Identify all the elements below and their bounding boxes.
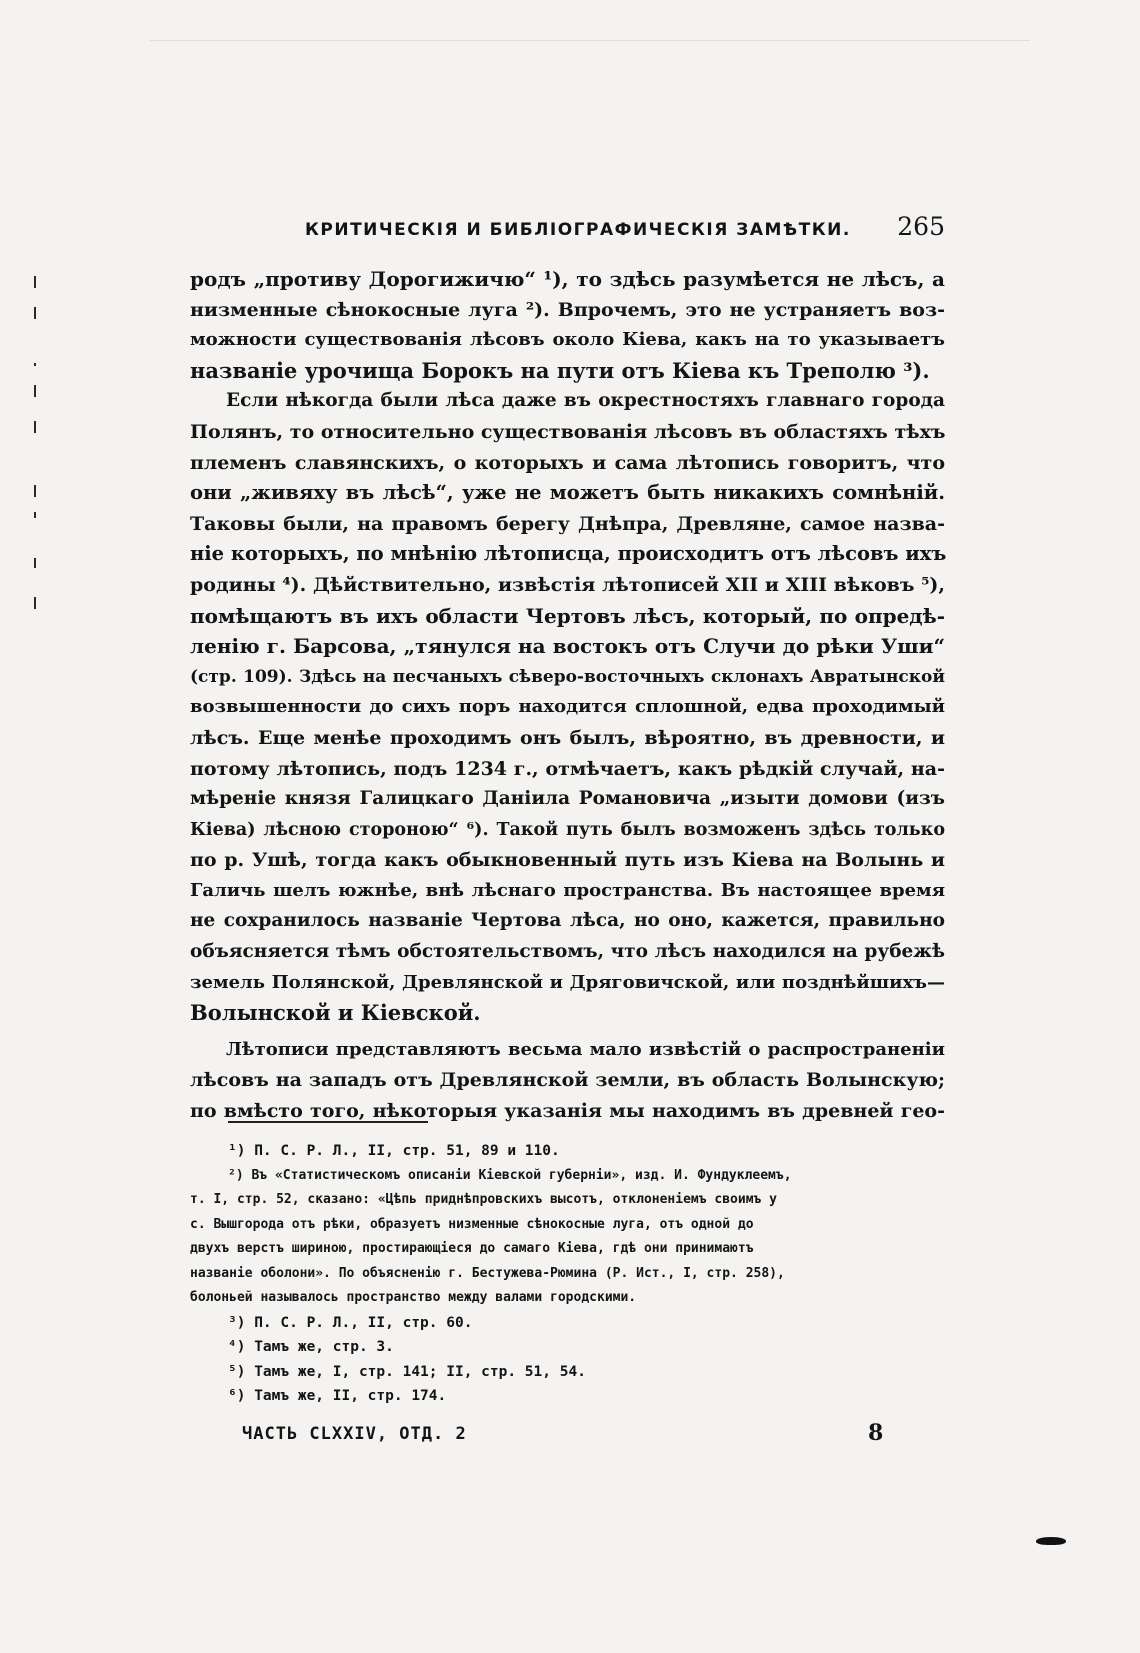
text-line: объясняется тѣмъ обстоятельствомъ, что лѣсъ находился на рубежѣ	[190, 941, 945, 963]
footnote-continuation: болоньей называлось пространство между валами городскими.	[190, 1290, 637, 1305]
text-line: по р. Ушѣ, тогда какъ обыкновенный путь изъ Кіева на Волынь и	[190, 849, 945, 872]
text-line: родъ „противу Дорогижичю“ ¹), то здѣсь разумѣется не лѣсъ, а	[190, 267, 945, 291]
footnote-continuation: с. Вышгорода отъ рѣки, образуетъ низменные сѣнокосные луга, отъ одной до	[190, 1216, 754, 1232]
text-line: не сохранилось названіе Чертова лѣса, но оно, кажется, правильно	[190, 910, 945, 932]
footnote-divider	[228, 1121, 428, 1123]
text-line: племенъ славянскихъ, о которыхъ и сама лѣтопись говоритъ, что	[190, 451, 945, 474]
margin-mark	[34, 512, 36, 518]
footnote-continuation: названіе оболони». По объясненію г. Бестужева-Рюмина (Р. Ист., I, стр. 258),	[190, 1265, 785, 1281]
text-line: потому лѣтопись, подъ 1234 г., отмѣчаетъ, какъ рѣдкій случай, на-	[190, 757, 945, 780]
margin-mark	[34, 276, 36, 288]
text-line: родины ⁴). Дѣйствительно, извѣстія лѣтописей XII и XIII вѣковъ ⁵),	[190, 573, 945, 596]
margin-mark	[34, 485, 36, 497]
text-line: Таковы были, на правомъ берегу Днѣпра, Древляне, самое назва-	[190, 512, 945, 535]
running-head: КРИТИЧЕСКІЯ И БИБЛІОГРАФИЧЕСКІЯ ЗАМѢТКИ.	[305, 220, 851, 240]
text-line: можности существованія лѣсовъ около Кіева, какъ на то указываетъ	[190, 329, 945, 351]
margin-mark	[34, 421, 36, 433]
text-line: земель Полянской, Древлянской и Дряговичской, или позднѣйшихъ—	[190, 971, 945, 993]
text-line: ніе которыхъ, по мнѣнію лѣтописца, происходитъ отъ лѣсовъ ихъ	[190, 542, 947, 566]
text-line: по вмѣсто того, нѣкоторыя указанія мы находимъ въ древней гео-	[190, 1100, 945, 1123]
text-line: Кіева) лѣсною стороною“ ⁶). Такой путь былъ возможенъ здѣсь только	[190, 819, 945, 840]
margin-mark	[34, 597, 36, 609]
margin-mark	[34, 363, 36, 366]
footnote: ⁵) Тамъ же, I, стр. 141; II, стр. 51, 54.	[228, 1363, 586, 1380]
footnote: ¹) П. С. Р. Л., II, стр. 51, 89 и 110.	[228, 1143, 560, 1159]
footnote-continuation: двухъ верстъ шириною, простирающіеся до самаго Кіева, гдѣ они принимаютъ	[190, 1241, 754, 1256]
margin-mark	[34, 558, 36, 568]
text-line: Полянъ, то относительно существованія лѣсовъ въ областяхъ тѣхъ	[190, 420, 946, 443]
page-number: 265	[897, 212, 945, 241]
footnote-continuation: т. I, стр. 52, сказано: «Цѣпь приднѣпровскихъ высотъ, отклоненіемъ своимъ у	[190, 1192, 777, 1207]
margin-mark	[34, 385, 36, 397]
text-line: Лѣтописи представляютъ весьма мало извѣстій о распространеніи	[226, 1038, 945, 1060]
ink-smudge	[1036, 1537, 1066, 1545]
text-line: низменные сѣнокосные луга ²). Впрочемъ, это не устраняетъ воз-	[190, 298, 945, 321]
text-line: Если нѣкогда были лѣса даже въ окрестностяхъ главнаго города	[226, 390, 945, 412]
printer-signature: ЧАСТЬ CLXXIV, ОТД. 2	[242, 1424, 467, 1444]
footnote: ²) Въ «Статистическомъ описаніи Кіевской губерніи», изд. И. Фундуклеемъ,	[228, 1167, 792, 1183]
text-line: помѣщаютъ въ ихъ области Чертовъ лѣсъ, который, по опредѣ-	[190, 603, 945, 628]
text-line: мѣреніе князя Галицкаго Даніила Романовича „изыти домови (изъ	[190, 788, 945, 810]
footnote: ⁶) Тамъ же, II, стр. 174.	[228, 1388, 447, 1404]
footnote: ³) П. С. Р. Л., II, стр. 60.	[228, 1314, 473, 1331]
text-line: ленію г. Барсова, „тянулся на востокъ отъ Случи до рѣки Уши“	[190, 634, 945, 659]
body-text	[190, 264, 945, 1127]
margin-mark	[34, 307, 36, 319]
text-line: (стр. 109). Здѣсь на песчаныхъ сѣверо-восточныхъ склонахъ Авратынской	[190, 666, 945, 687]
text-line: Галичь шелъ южнѣе, внѣ лѣснаго пространства. Въ настоящее время	[190, 879, 945, 901]
text-line: названіе урочища Борокъ на пути отъ Кіева къ Треполю ³).	[190, 357, 930, 383]
text-line: лѣсовъ на западъ отъ Древлянской земли, въ область Волынскую;	[190, 1069, 945, 1092]
footnote: ⁴) Тамъ же, стр. 3.	[228, 1339, 394, 1355]
text-line: Волынской и Кіевской.	[190, 1000, 481, 1026]
scan-edge-line	[150, 40, 1030, 41]
sheet-number: 8	[868, 1420, 884, 1446]
page-header	[190, 212, 945, 252]
text-line: лѣсъ. Еще менѣе проходимъ онъ былъ, вѣроятно, въ древности, и	[190, 726, 945, 749]
text-line: они „живяху въ лѣсѣ“, уже не можетъ быть никакихъ сомнѣній.	[190, 481, 945, 505]
footnotes	[190, 1139, 945, 1409]
text-line: возвышенности до сихъ поръ находится сплошной, едва проходимый	[190, 696, 945, 718]
